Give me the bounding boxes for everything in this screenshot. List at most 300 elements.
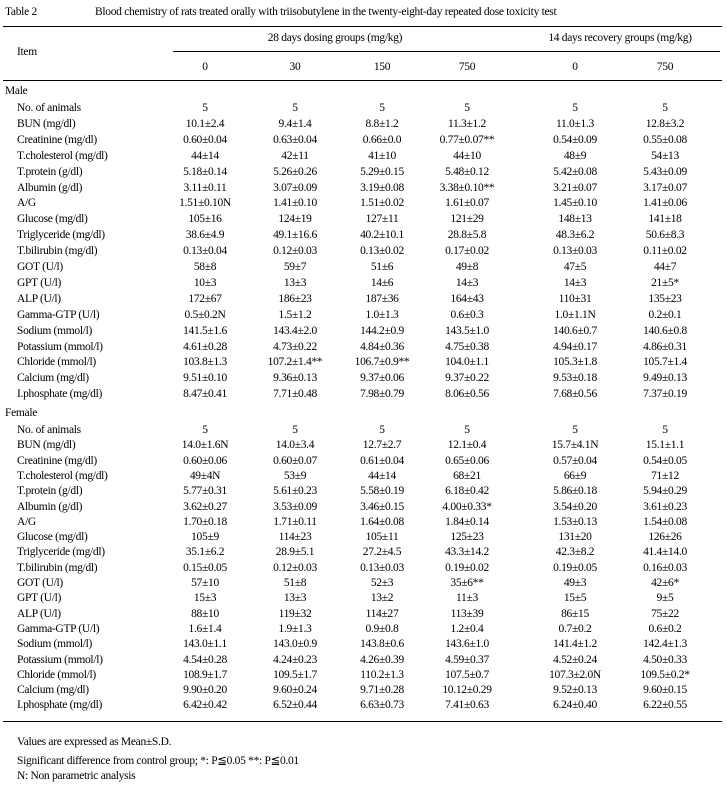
cell-value: 9.49±0.13	[643, 372, 687, 385]
cell-value: 1.45±0.10	[553, 197, 597, 210]
cell-value: 42±6*	[651, 577, 679, 589]
dose-header: 750	[458, 61, 476, 73]
table-row	[0, 546, 727, 562]
cell-value: 5.48±0.12	[445, 165, 489, 178]
cell-value: 0.61±0.04	[360, 454, 404, 467]
cell-value: 5	[464, 424, 470, 436]
row-label: Calcium (mg/dl)	[17, 684, 89, 697]
cell-value: 15.7±4.1N	[551, 439, 599, 452]
table-row	[0, 638, 727, 654]
row-label: BUN (mg/dl)	[17, 439, 76, 452]
cell-value: 110±31	[558, 292, 592, 305]
row-label: ALP (U/l)	[17, 607, 61, 620]
cell-value: 88±10	[191, 607, 219, 620]
cell-value: 41±10	[368, 149, 396, 162]
table-row	[0, 388, 727, 404]
section-heading-male: Male	[5, 85, 28, 97]
cell-value: 49.1±16.6	[273, 229, 317, 242]
row-label: Creatinine (mg/dl)	[17, 454, 97, 467]
cell-value: 4.50±0.33	[643, 653, 687, 666]
cell-value: 144.2±0.9	[360, 324, 404, 337]
cell-value: 5.77±0.31	[183, 485, 227, 498]
cell-value: 119±32	[278, 607, 312, 620]
row-label: A/G	[17, 197, 36, 210]
row-label: Glucose (mg/dl)	[17, 531, 88, 544]
row-label: T.bilirubin (mg/dl)	[17, 245, 98, 258]
cell-value: 4.00±0.33*	[442, 500, 492, 513]
cell-value: 0.55±0.08	[643, 133, 687, 146]
row-label: T.cholesterol (mg/dl)	[17, 469, 108, 482]
cell-value: 0.12±0.03	[273, 245, 317, 258]
table-row	[0, 592, 727, 608]
cell-value: 143.0±1.1	[183, 638, 227, 651]
row-label: Glucose (mg/dl)	[17, 213, 88, 226]
table-row	[0, 684, 727, 700]
row-label: T.cholesterol (mg/dl)	[17, 149, 108, 162]
cell-value: 1.9±1.3	[278, 622, 312, 635]
cell-value: 110.2±1.3	[360, 668, 404, 681]
row-label: GPT (U/l)	[17, 276, 62, 289]
cell-value: 15.1±1.1	[645, 439, 685, 452]
header-subrule	[173, 51, 720, 52]
cell-value: 14±6	[370, 276, 394, 289]
table-row	[0, 623, 727, 639]
cell-value: 0.60±0.04	[183, 133, 227, 146]
cell-value: 0.12±0.03	[273, 561, 317, 574]
cell-value: 105.3±1.8	[553, 356, 597, 369]
cell-value: 0.63±0.04	[273, 133, 317, 146]
table-row	[0, 213, 727, 229]
row-label: Chloride (mmol/l)	[17, 668, 96, 681]
row-label: Triglyceride (mg/dl)	[17, 546, 105, 559]
row-label: I.phosphate (mg/dl)	[17, 699, 103, 712]
row-label: Calcium (mg/dl)	[17, 372, 89, 385]
cell-value: 11±3	[456, 592, 478, 605]
cell-value: 109.5±0.2*	[640, 668, 690, 681]
cell-value: 114±23	[278, 531, 312, 544]
cell-value: 6.52±0.44	[273, 699, 317, 712]
cell-value: 1.41±0.06	[643, 197, 687, 210]
top-rule	[3, 26, 722, 27]
cell-value: 3.11±0.11	[183, 181, 227, 194]
cell-value: 6.63±0.73	[360, 699, 404, 712]
cell-value: 5	[572, 424, 578, 436]
cell-value: 9.37±0.22	[445, 372, 489, 385]
cell-value: 0.9±0.8	[365, 622, 399, 635]
cell-value: 3.21±0.07	[553, 181, 597, 194]
table-row	[0, 372, 727, 388]
cell-value: 143.8±0.6	[360, 638, 404, 651]
cell-value: 7.71±0.48	[273, 388, 317, 401]
cell-value: 86±15	[561, 607, 589, 620]
cell-value: 0.13±0.03	[360, 561, 404, 574]
cell-value: 12.7±2.7	[362, 439, 402, 452]
cell-value: 0.2±0.1	[648, 308, 682, 321]
row-label: T.bilirubin (mg/dl)	[17, 561, 98, 574]
cell-value: 121±29	[450, 213, 484, 226]
cell-value: 3.07±0.09	[273, 181, 317, 194]
cell-value: 4.52±0.24	[553, 653, 597, 666]
row-label: I.phosphate (mg/dl)	[17, 388, 103, 401]
cell-value: 13±2	[370, 592, 394, 605]
table-row	[0, 182, 727, 198]
cell-value: 113±39	[450, 607, 484, 620]
cell-value: 8.47±0.41	[183, 388, 227, 401]
cell-value: 28.9±5.1	[275, 546, 315, 559]
table-row	[0, 134, 727, 150]
cell-value: 51±6	[370, 261, 394, 273]
cell-value: 38.6±4.9	[185, 229, 225, 242]
row-label: No. of animals	[17, 424, 81, 436]
row-label: Triglyceride (mg/dl)	[17, 229, 105, 242]
cell-value: 104.0±1.1	[445, 356, 489, 369]
row-label: Albumin (g/dl)	[17, 500, 83, 513]
cell-value: 1.0±1.3	[365, 308, 399, 321]
cell-value: 27.2±4.5	[362, 546, 402, 559]
cell-value: 107.5±0.7	[445, 668, 489, 681]
row-label: A/G	[17, 515, 36, 528]
cell-value: 42±11	[281, 149, 309, 162]
cell-value: 59±7	[283, 261, 307, 273]
cell-value: 6.24±0.40	[553, 699, 597, 712]
table-row	[0, 197, 727, 213]
row-label: Potassium (mmol/l)	[17, 653, 103, 666]
cell-value: 14.0±1.6N	[181, 439, 229, 452]
cell-value: 41.4±14.0	[643, 546, 687, 559]
cell-value: 0.65±0.06	[445, 454, 489, 467]
cell-value: 1.5±1.2	[278, 308, 312, 321]
row-label: ALP (U/l)	[17, 292, 61, 305]
dose-header: 750	[656, 61, 674, 73]
cell-value: 5.94±0.29	[643, 485, 687, 498]
cell-value: 0.19±0.05	[553, 561, 597, 574]
row-label: No. of animals	[17, 102, 81, 114]
cell-value: 143.5±1.0	[445, 324, 489, 337]
cell-value: 135±23	[648, 292, 682, 305]
cell-value: 44±7	[653, 261, 677, 273]
cell-value: 5	[202, 424, 208, 436]
cell-value: 5.58±0.19	[360, 485, 404, 498]
cell-value: 3.46±0.15	[360, 500, 404, 513]
cell-value: 107.3±2.0N	[549, 668, 601, 681]
cell-value: 106.7±0.9**	[354, 356, 410, 369]
cell-value: 5.86±0.18	[553, 485, 597, 498]
cell-value: 0.15±0.05	[183, 561, 227, 574]
cell-value: 71±12	[651, 469, 679, 482]
cell-value: 105±16	[188, 213, 222, 226]
cell-value: 124±19	[278, 213, 312, 226]
table-row	[0, 501, 727, 517]
cell-value: 0.54±0.09	[553, 133, 597, 146]
cell-value: 8.06±0.56	[445, 388, 489, 401]
cell-value: 0.17±0.02	[445, 245, 489, 258]
cell-value: 3.61±0.23	[643, 500, 687, 513]
cell-value: 5.29±0.15	[360, 165, 404, 178]
cell-value: 53±9	[283, 469, 307, 482]
cell-value: 131±20	[558, 531, 592, 544]
table-row	[0, 531, 727, 547]
dosing-group-header: 28 days dosing groups (mg/kg)	[267, 32, 403, 44]
cell-value: 48±9	[563, 149, 587, 162]
table-row	[0, 577, 727, 593]
cell-value: 68±21	[453, 469, 481, 482]
cell-value: 10.12±0.29	[442, 684, 492, 697]
cell-value: 0.7±0.2	[558, 622, 592, 635]
cell-value: 5	[292, 424, 298, 436]
dose-header: 30	[289, 61, 301, 73]
cell-value: 5	[464, 102, 470, 114]
cell-value: 0.77±0.07**	[439, 133, 495, 146]
cell-value: 9.36±0.13	[273, 372, 317, 385]
cell-value: 1.71±0.11	[273, 515, 317, 528]
dose-header: 0	[202, 61, 208, 73]
cell-value: 9±5	[656, 592, 674, 605]
cell-value: 11.3±1.2	[448, 117, 486, 130]
cell-value: 9.51±0.10	[183, 372, 227, 385]
cell-value: 58±8	[193, 261, 217, 273]
cell-value: 5	[292, 102, 298, 114]
cell-value: 9.52±0.13	[553, 684, 597, 697]
row-label: Gamma-GTP (U/l)	[17, 308, 100, 321]
table-row	[0, 669, 727, 685]
cell-value: 0.5±0.2N	[184, 308, 226, 321]
cell-value: 108.9±1.7	[183, 668, 227, 681]
cell-value: 0.13±0.02	[360, 245, 404, 258]
table-row	[0, 356, 727, 372]
cell-value: 15±5	[563, 592, 587, 605]
row-label: GPT (U/l)	[17, 592, 62, 605]
cell-value: 1.53±0.13	[553, 515, 597, 528]
cell-value: 187±36	[365, 292, 399, 305]
table-row	[0, 439, 727, 455]
cell-value: 43.3±14.2	[445, 546, 489, 559]
cell-value: 5.42±0.08	[553, 165, 597, 178]
cell-value: 51±8	[283, 577, 307, 589]
cell-value: 127±11	[365, 213, 399, 226]
bottom-rule	[3, 721, 722, 722]
footnote-3: N: Non parametric analysis	[17, 770, 136, 782]
cell-value: 10.1±2.4	[185, 117, 225, 130]
table-row	[0, 470, 727, 486]
cell-value: 141.5±1.6	[183, 324, 227, 337]
cell-value: 5	[202, 102, 208, 114]
cell-value: 5	[379, 424, 385, 436]
cell-value: 13±3	[283, 592, 307, 605]
table-row	[0, 150, 727, 166]
cell-value: 140.6±0.7	[553, 324, 597, 337]
row-label: T.protein (g/dl)	[17, 485, 83, 498]
cell-value: 164±43	[450, 292, 484, 305]
cell-value: 141±18	[648, 213, 682, 226]
cell-value: 44±14	[368, 469, 396, 482]
cell-value: 0.66±0.0	[362, 133, 402, 146]
row-label: Potassium (mmol/l)	[17, 340, 103, 353]
cell-value: 9.53±0.18	[553, 372, 597, 385]
cell-value: 4.59±0.37	[445, 653, 489, 666]
cell-value: 186±23	[278, 292, 312, 305]
dose-header: 150	[373, 61, 391, 73]
cell-value: 4.84±0.36	[360, 340, 404, 353]
cell-value: 9.60±0.24	[273, 684, 317, 697]
table-row	[0, 325, 727, 341]
cell-value: 105.7±1.4	[643, 356, 687, 369]
cell-value: 48.3±6.2	[555, 229, 595, 242]
cell-value: 4.75±0.38	[445, 340, 489, 353]
table-row	[0, 654, 727, 670]
cell-value: 7.98±0.79	[360, 388, 404, 401]
cell-value: 0.54±0.05	[643, 454, 687, 467]
cell-value: 3.17±0.07	[643, 181, 687, 194]
cell-value: 141.4±1.2	[553, 638, 597, 651]
cell-value: 4.94±0.17	[553, 340, 597, 353]
cell-value: 1.2±0.4	[450, 622, 484, 635]
row-label: Albumin (g/dl)	[17, 181, 83, 194]
cell-value: 125±23	[450, 531, 484, 544]
table-label: Table 2	[5, 6, 37, 18]
cell-value: 35±6**	[450, 577, 484, 589]
cell-value: 7.68±0.56	[553, 388, 597, 401]
cell-value: 0.11±0.02	[643, 245, 687, 258]
cell-value: 143.0±0.9	[273, 638, 317, 651]
cell-value: 143.6±1.0	[445, 638, 489, 651]
cell-value: 14.0±3.4	[275, 439, 315, 452]
cell-value: 103.8±1.3	[183, 356, 227, 369]
cell-value: 126±26	[648, 531, 682, 544]
cell-value: 4.24±0.23	[273, 653, 317, 666]
cell-value: 9.71±0.28	[360, 684, 404, 697]
cell-value: 4.54±0.28	[183, 653, 227, 666]
cell-value: 142.4±1.3	[643, 638, 687, 651]
cell-value: 6.42±0.42	[183, 699, 227, 712]
cell-value: 4.26±0.39	[360, 653, 404, 666]
cell-value: 7.41±0.63	[445, 699, 489, 712]
cell-value: 15±3	[193, 592, 217, 605]
dose-header: 0	[572, 61, 578, 73]
cell-value: 52±3	[370, 577, 394, 589]
cell-value: 7.37±0.19	[643, 388, 687, 401]
cell-value: 11.0±1.3	[556, 117, 594, 130]
section-heading-female: Female	[5, 407, 38, 419]
cell-value: 0.60±0.06	[183, 454, 227, 467]
cell-value: 13±3	[283, 276, 307, 289]
cell-value: 1.51±0.02	[360, 197, 404, 210]
cell-value: 10±3	[193, 276, 217, 289]
table-title: Blood chemistry of rats treated orally with triisobutylene in the twenty-eight-day repeated dose toxicity test	[95, 6, 557, 18]
cell-value: 105±11	[365, 531, 399, 544]
cell-value: 148±13	[558, 213, 592, 226]
footnote-1: Values are expressed as Mean±S.D.	[17, 736, 172, 748]
table-row	[0, 309, 727, 325]
row-label: Chloride (mmol/l)	[17, 356, 96, 369]
cell-value: 14±3	[563, 276, 587, 289]
table-row	[0, 245, 727, 261]
table-row	[0, 229, 727, 245]
cell-value: 66±9	[563, 469, 587, 482]
cell-value: 49±3	[563, 577, 587, 589]
cell-value: 5.18±0.14	[183, 165, 227, 178]
row-label: BUN (mg/dl)	[17, 117, 76, 130]
table-row	[0, 608, 727, 624]
cell-value: 0.6±0.2	[648, 622, 682, 635]
table-row	[0, 699, 727, 715]
cell-value: 0.57±0.04	[553, 454, 597, 467]
cell-value: 54±13	[651, 149, 679, 162]
cell-value: 1.41±0.10	[273, 197, 317, 210]
cell-value: 105±9	[191, 531, 219, 544]
cell-value: 172±67	[188, 292, 222, 305]
cell-value: 3.53±0.09	[273, 500, 317, 513]
cell-value: 1.6±1.4	[188, 622, 222, 635]
cell-value: 1.84±0.14	[445, 515, 489, 528]
row-label: T.protein (g/dl)	[17, 165, 83, 178]
cell-value: 5.43±0.09	[643, 165, 687, 178]
cell-value: 107.2±1.4**	[267, 356, 323, 369]
table-row	[0, 293, 727, 309]
cell-value: 75±22	[651, 607, 679, 620]
cell-value: 0.60±0.07	[273, 454, 317, 467]
cell-value: 0.13±0.04	[183, 245, 227, 258]
cell-value: 0.13±0.03	[553, 245, 597, 258]
cell-value: 1.0±1.1N	[554, 308, 596, 321]
cell-value: 47±5	[563, 261, 587, 273]
cell-value: 35.1±6.2	[185, 546, 225, 559]
cell-value: 0.16±0.03	[643, 561, 687, 574]
cell-value: 40.2±10.1	[360, 229, 404, 242]
cell-value: 109.5±1.7	[273, 668, 317, 681]
table-row	[0, 118, 727, 134]
row-label: GOT (U/l)	[17, 577, 63, 589]
cell-value: 3.38±0.10**	[439, 181, 495, 194]
table-row	[0, 455, 727, 471]
cell-value: 0.6±0.3	[450, 308, 484, 321]
cell-value: 5	[662, 102, 668, 114]
recovery-group-header: 14 days recovery groups (mg/kg)	[548, 32, 692, 44]
cell-value: 42.3±8.2	[555, 546, 595, 559]
cell-value: 9.60±0.15	[643, 684, 687, 697]
cell-value: 114±27	[365, 607, 399, 620]
row-label: Creatinine (mg/dl)	[17, 133, 97, 146]
table-row	[0, 102, 727, 118]
cell-value: 49±4N	[189, 469, 221, 482]
row-label: Sodium (mmol/l)	[17, 638, 93, 651]
row-label: Sodium (mmol/l)	[17, 324, 93, 337]
cell-value: 5	[662, 424, 668, 436]
cell-value: 28.8±5.8	[447, 229, 487, 242]
cell-value: 4.73±0.22	[273, 340, 317, 353]
cell-value: 44±10	[453, 149, 481, 162]
cell-value: 4.86±0.31	[643, 340, 687, 353]
cell-value: 1.70±0.18	[183, 515, 227, 528]
cell-value: 57±10	[191, 577, 219, 589]
cell-value: 9.90±0.20	[183, 684, 227, 697]
cell-value: 50.6±8.3	[645, 229, 685, 242]
cell-value: 5.26±0.26	[273, 165, 317, 178]
cell-value: 14±3	[455, 276, 479, 289]
cell-value: 21±5*	[651, 276, 679, 289]
cell-value: 0.19±0.02	[445, 561, 489, 574]
cell-value: 9.37±0.06	[360, 372, 404, 385]
cell-value: 3.62±0.27	[183, 500, 227, 513]
cell-value: 12.1±0.4	[447, 439, 487, 452]
cell-value: 6.18±0.42	[445, 485, 489, 498]
cell-value: 140.6±0.8	[643, 324, 687, 337]
cell-value: 5	[572, 102, 578, 114]
table-row	[0, 341, 727, 357]
header-bottom-rule	[3, 80, 722, 81]
cell-value: 8.8±1.2	[365, 117, 399, 130]
row-label: Gamma-GTP (U/l)	[17, 622, 100, 635]
table-row	[0, 277, 727, 293]
